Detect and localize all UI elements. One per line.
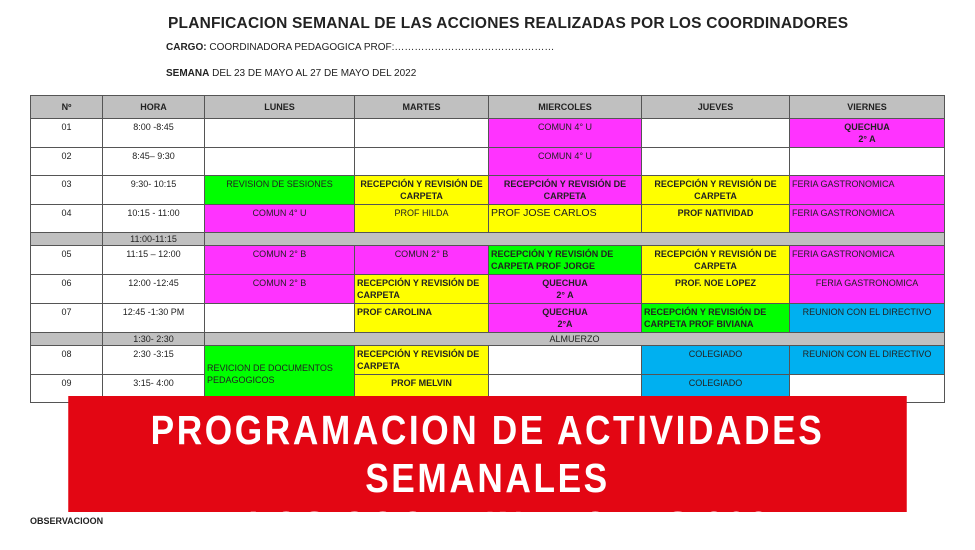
cell-jueves: RECEPCIÓN Y REVISIÓN DE CARPETA PROF BIVIANA <box>642 304 790 333</box>
header-row <box>31 96 945 119</box>
cell-hora: 11:15 – 12:00 <box>103 246 205 275</box>
title-banner <box>68 396 907 549</box>
semana-value: DEL 23 DE MAYO AL 27 DE MAYO DEL 2022 <box>209 68 417 79</box>
observacion-label: OBSERVACIOON <box>30 516 104 526</box>
cell-num: 06 <box>31 275 103 304</box>
cell-jueves: PROF. NOE LOPEZ <box>642 275 790 304</box>
cell-martes: RECEPCIÓN Y REVISIÓN DE CARPETA <box>355 275 489 304</box>
cell-jueves <box>642 148 790 176</box>
cell-viernes: FERIA GASTRONOMICA <box>790 275 945 304</box>
cell-hora: 12:45 -1:30 PM <box>103 304 205 333</box>
cell-lunes: COMUN 2° B <box>205 275 355 304</box>
table-row <box>31 246 945 275</box>
cell-jueves: RECEPCIÓN Y REVISIÓN DE CARPETA <box>642 246 790 275</box>
cell-martes: RECEPCIÓN Y REVISIÓN DE CARPETA <box>355 176 489 205</box>
cell-text: 2° A <box>858 134 876 144</box>
cell-num <box>31 333 103 346</box>
cell-lunes <box>205 119 355 148</box>
cell-hora: 1:30- 2:30 <box>103 333 205 346</box>
cell-num: 08 <box>31 346 103 375</box>
cell-text: QUECHUA <box>844 122 890 132</box>
cell-jueves <box>642 119 790 148</box>
cell-hora: 2:30 -3:15 <box>103 346 205 375</box>
cell-miercoles: RECEPCIÓN Y REVISIÓN DE CARPETA PROF JORGE <box>489 246 642 275</box>
cell-martes <box>355 119 489 148</box>
cell-viernes: FERIA GASTRONOMICA <box>790 246 945 275</box>
cell-miercoles <box>489 275 642 304</box>
cell-viernes <box>790 148 945 176</box>
banner-line-2: DE LOS COORDINADORES 2024 <box>181 503 794 549</box>
cargo-label: CARGO: <box>166 42 207 53</box>
table-row <box>31 176 945 205</box>
cell-viernes <box>790 119 945 148</box>
header-num: Nº <box>31 96 103 119</box>
cell-martes: RECEPCIÓN Y REVISIÓN DE CARPETA <box>355 346 489 375</box>
header-martes: MARTES <box>355 96 489 119</box>
header-hora: HORA <box>103 96 205 119</box>
header-viernes: VIERNES <box>790 96 945 119</box>
cell-jueves: COLEGIADO <box>642 375 790 403</box>
cell-miercoles: COMUN 4° U <box>489 119 642 148</box>
cell-viernes: REUNION CON EL DIRECTIVO <box>790 346 945 375</box>
cell-num: 04 <box>31 205 103 233</box>
table-row <box>31 275 945 304</box>
table-row <box>31 205 945 233</box>
cell-hora: 12:00 -12:45 <box>103 275 205 304</box>
header-jueves: JUEVES <box>642 96 790 119</box>
table-row <box>31 346 945 375</box>
break-cell <box>205 233 945 246</box>
cell-hora: 10:15 - 11:00 <box>103 205 205 233</box>
cell-jueves: RECEPCIÓN Y REVISIÓN DE CARPETA <box>642 176 790 205</box>
header-lunes: LUNES <box>205 96 355 119</box>
cell-miercoles: RECEPCIÓN Y REVISIÓN DE CARPETA <box>489 176 642 205</box>
cell-miercoles: COMUN 4° U <box>489 148 642 176</box>
cell-martes: COMUN 2° B <box>355 246 489 275</box>
cell-num: 01 <box>31 119 103 148</box>
page-title: PLANFICACION SEMANAL DE LAS ACCIONES REALIZADAS POR LOS COORDINADORES <box>168 15 849 32</box>
cell-viernes: FERIA GASTRONOMICA <box>790 176 945 205</box>
cell-hora: 8:00 -8:45 <box>103 119 205 148</box>
cargo-value: COORDINADORA PEDAGOGICA PROF:………………………………………… <box>206 42 555 53</box>
cell-miercoles <box>489 346 642 375</box>
cell-miercoles: PROF JOSE CARLOS <box>489 205 642 233</box>
cell-num: 03 <box>31 176 103 205</box>
cell-viernes: FERIA GASTRONOMICA <box>790 205 945 233</box>
cell-text: 2°A <box>557 319 573 329</box>
cell-text: QUECHUA <box>542 307 588 317</box>
cell-lunes <box>205 148 355 176</box>
cell-hora: 3:15- 4:00 <box>103 375 205 403</box>
cell-jueves: PROF NATIVIDAD <box>642 205 790 233</box>
header-miercoles: MIERCOLES <box>489 96 642 119</box>
break-row <box>31 233 945 246</box>
cell-lunes <box>205 304 355 333</box>
table-row <box>31 148 945 176</box>
semana-line <box>166 68 416 79</box>
cell-num: 07 <box>31 304 103 333</box>
table-row <box>31 119 945 148</box>
break-cell: ALMUERZO <box>205 333 945 346</box>
cell-num: 09 <box>31 375 103 403</box>
cell-jueves: COLEGIADO <box>642 346 790 375</box>
cell-miercoles <box>489 304 642 333</box>
cell-text: 2° A <box>556 290 574 300</box>
cell-viernes: REUNION CON EL DIRECTIVO <box>790 304 945 333</box>
cargo-line <box>166 42 554 53</box>
cell-num: 05 <box>31 246 103 275</box>
cell-text: QUECHUA <box>542 278 588 288</box>
cell-martes <box>355 148 489 176</box>
cell-lunes: COMUN 2° B <box>205 246 355 275</box>
cell-martes: PROF HILDA <box>355 205 489 233</box>
cell-hora: 8:45– 9:30 <box>103 148 205 176</box>
cell-martes: PROF MELVIN <box>355 375 489 403</box>
cell-lunes: REVISION DE SESIONES <box>205 176 355 205</box>
cell-lunes: REVICION DE DOCUMENTOS PEDAGOGICOS <box>205 346 355 403</box>
cell-num <box>31 233 103 246</box>
table-row <box>31 304 945 333</box>
cell-hora: 11:00-11:15 <box>103 233 205 246</box>
cell-martes: PROF CAROLINA <box>355 304 489 333</box>
break-row <box>31 333 945 346</box>
cell-num: 02 <box>31 148 103 176</box>
banner-line-1: PROGRAMACION DE ACTIVIDADES SEMANALES <box>150 407 825 501</box>
cell-hora: 9:30- 10:15 <box>103 176 205 205</box>
cell-lunes: COMUN 4° U <box>205 205 355 233</box>
semana-label: SEMANA <box>166 68 210 79</box>
schedule-table <box>30 95 945 403</box>
